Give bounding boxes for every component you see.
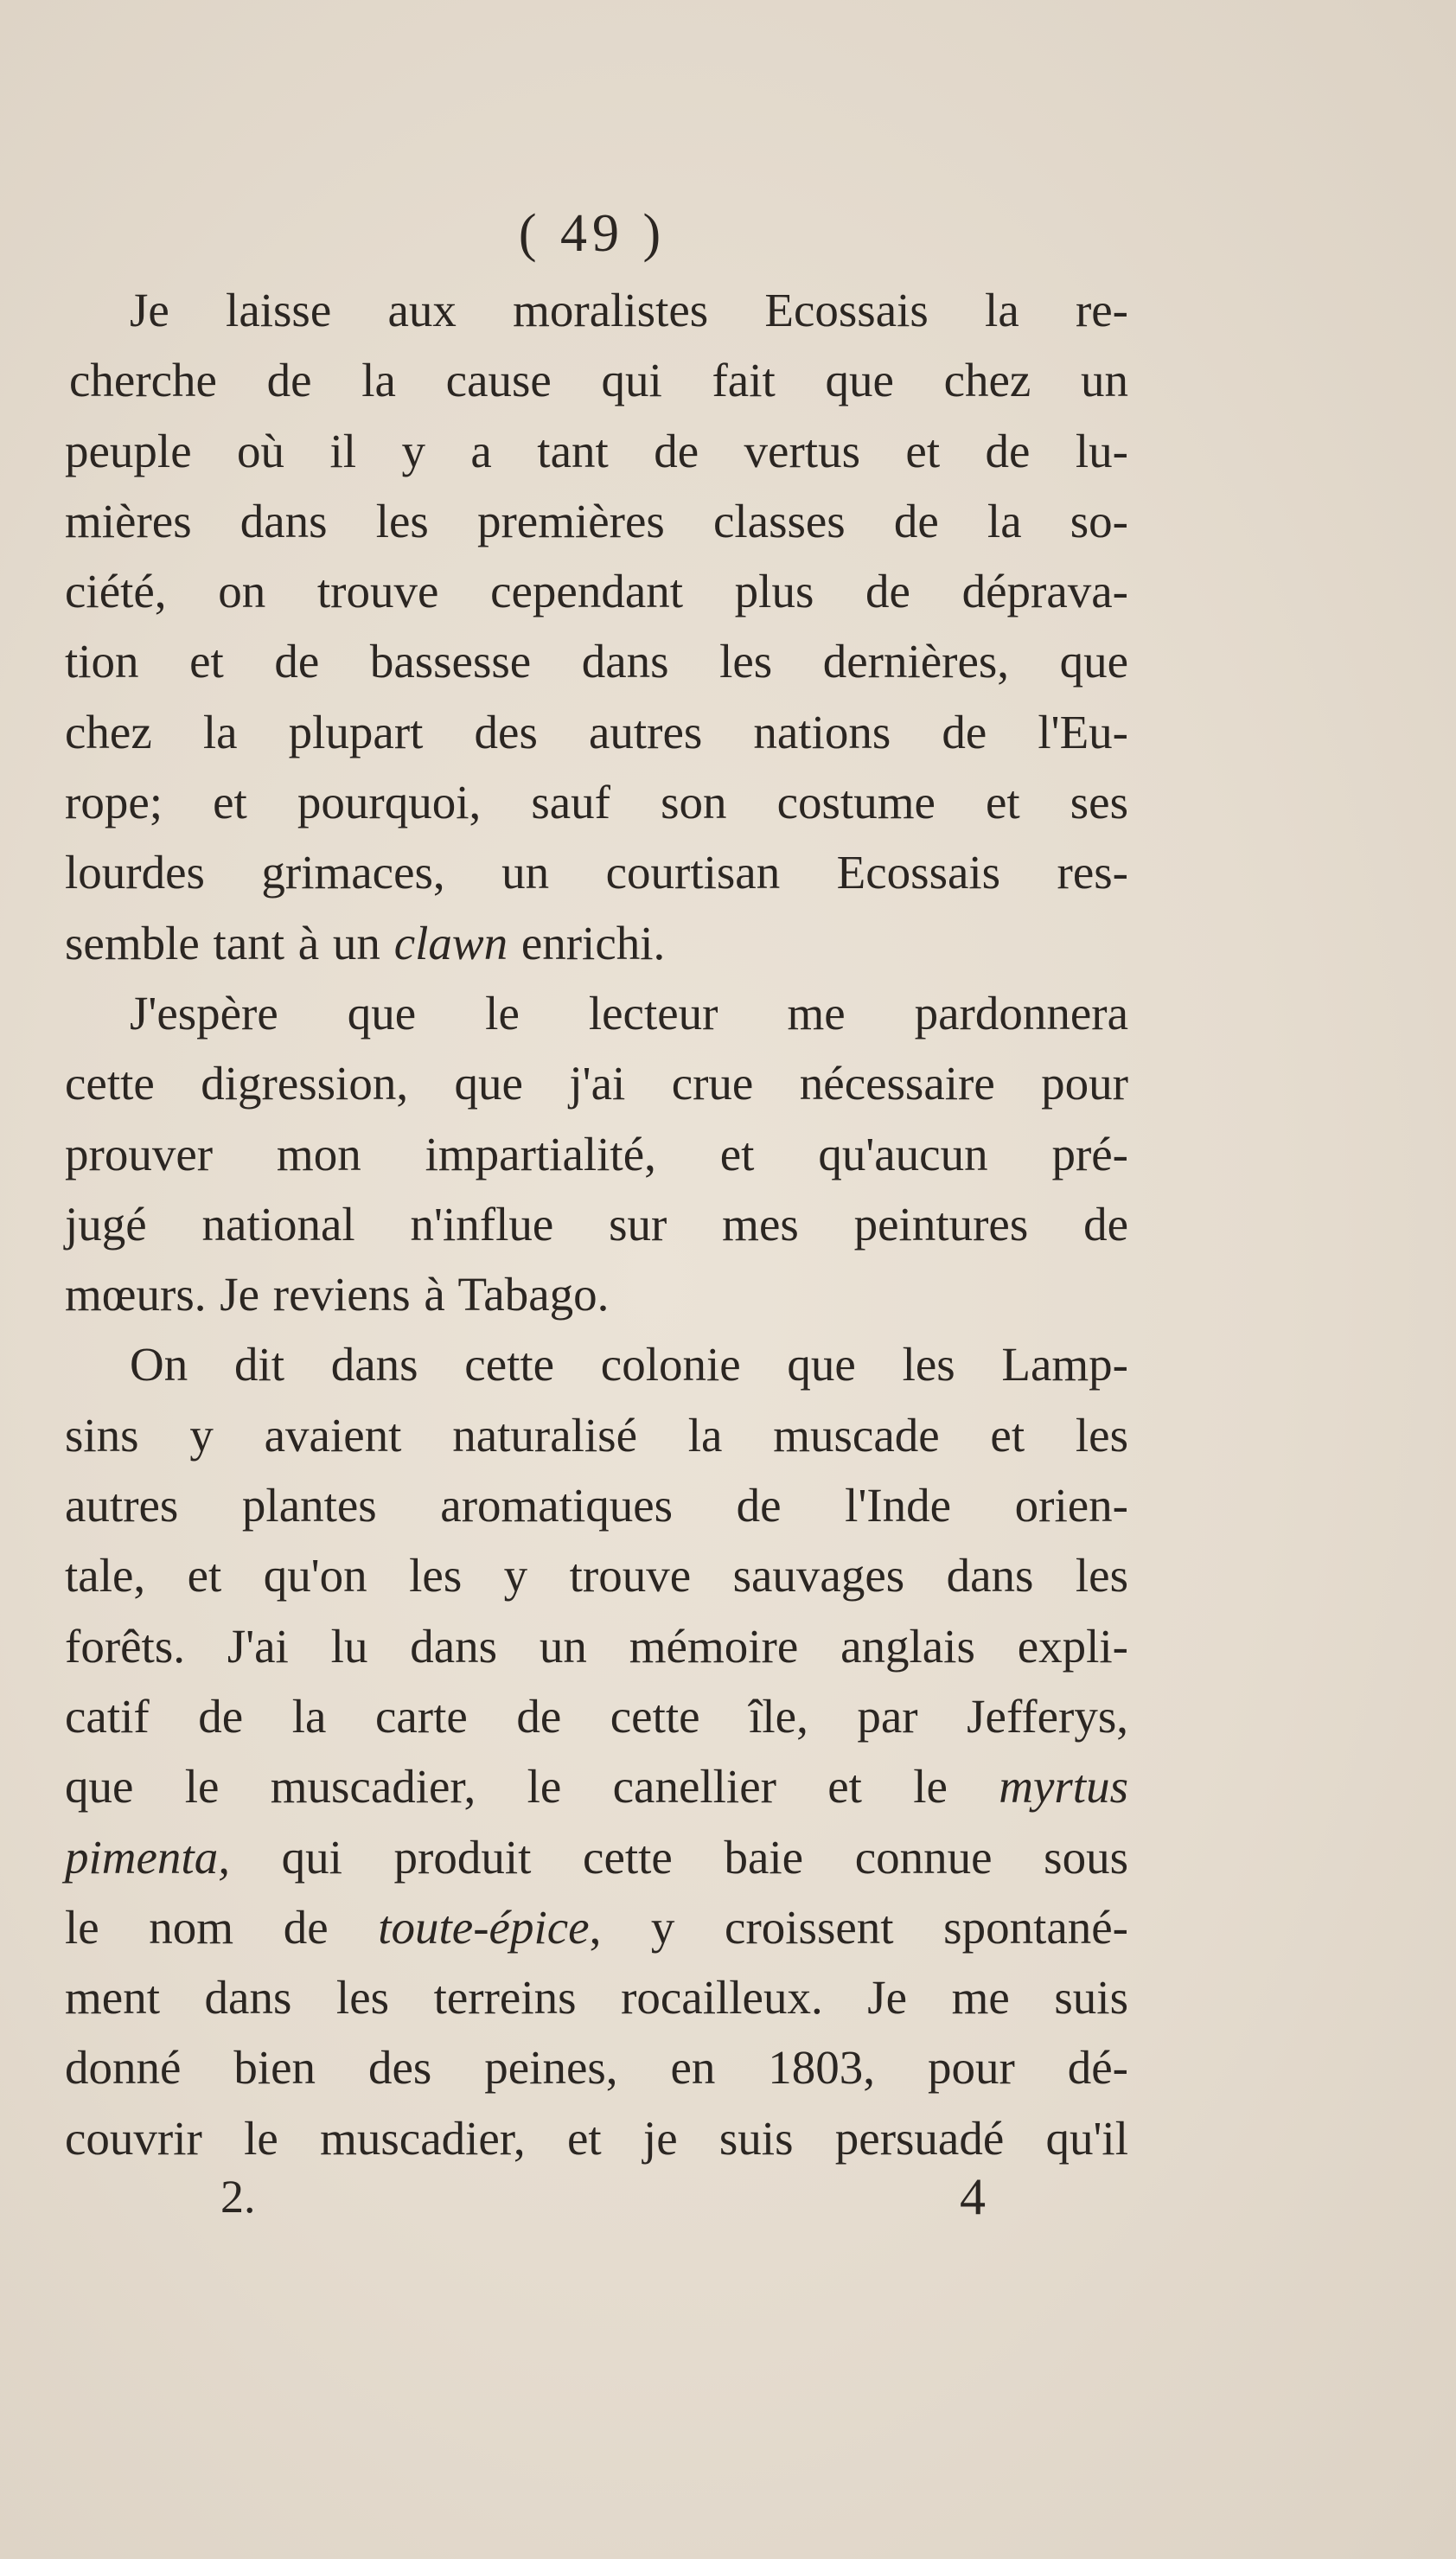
text-line: mœurs. Je reviens à Tabago. bbox=[65, 1268, 610, 1321]
text-line: prouver mon impartialité, et qu'aucun pré- bbox=[65, 1127, 1128, 1180]
text-line: forêts. J'ai lu dans un mémoire anglais expli- bbox=[65, 1619, 1128, 1673]
text-line: mières dans les premières classes de la so- bbox=[65, 494, 1128, 547]
italic-word: toute-épice bbox=[378, 1900, 590, 1954]
text-line: tion et de bassesse dans les dernières, que bbox=[65, 635, 1128, 688]
text-line bbox=[65, 1892, 1128, 1962]
text-line: cherche de la cause qui fait que chez un bbox=[69, 354, 1128, 407]
text-segment: semble tant à un bbox=[65, 916, 394, 969]
text-segment: que le muscadier, le canellier et le bbox=[65, 1760, 999, 1814]
paragraph-1 bbox=[65, 275, 1128, 978]
text-line: sins y avaient naturalisé la muscade et les bbox=[65, 1408, 1128, 1462]
italic-word: clawn bbox=[393, 916, 508, 969]
text-line: peuple où il y a tant de vertus et de lu- bbox=[65, 424, 1128, 477]
text-line: couvrir le muscadier, et je suis persuadé qu'il bbox=[65, 2111, 1128, 2165]
text-line: rope; et pourquoi, sauf son costume et ses bbox=[65, 776, 1128, 829]
paragraph-3 bbox=[65, 1329, 1128, 2173]
text-line: tale, et qu'on les y trouve sauvages dans les bbox=[65, 1549, 1128, 1603]
text-line: cette digression, que j'ai crue nécessaire pour bbox=[65, 1057, 1128, 1110]
text-line bbox=[65, 1822, 1128, 1892]
italic-word: myrtus bbox=[999, 1760, 1128, 1814]
text-line: chez la plupart des autres nations de l'Eu- bbox=[65, 705, 1128, 758]
text-line: J'espère que le lecteur me pardonnera bbox=[130, 986, 1128, 1040]
text-line: On dit dans cette colonie que les Lamp- bbox=[130, 1338, 1128, 1391]
text-line: ment dans les terreins rocailleux. Je me suis bbox=[65, 1971, 1128, 2025]
text-line: donné bien des peines, en 1803, pour dé- bbox=[65, 2041, 1128, 2095]
text-line bbox=[65, 908, 1128, 978]
text-line: jugé national n'influe sur mes peintures de bbox=[65, 1197, 1128, 1251]
paragraph-2 bbox=[65, 978, 1128, 1329]
text-line bbox=[65, 1751, 1128, 1821]
text-line: Je laisse aux moralistes Ecossais la re- bbox=[130, 284, 1128, 336]
body-text bbox=[65, 275, 1128, 2173]
foot-number: 4 bbox=[960, 2168, 986, 2225]
text-segment: enrichi. bbox=[508, 916, 666, 969]
text-line: catif de la carte de cette île, par Jefferys, bbox=[65, 1689, 1128, 1743]
text-segment: , y croissent spontané- bbox=[589, 1900, 1128, 1954]
text-segment: le nom de bbox=[65, 1900, 379, 1954]
text-line: ciété, on trouve cependant plus de déprava- bbox=[65, 565, 1128, 618]
italic-word: pimenta, bbox=[65, 1830, 230, 1884]
text-line: lourdes grimaces, un courtisan Ecossais res- bbox=[65, 846, 1128, 899]
text-line: autres plantes aromatiques de l'Inde orien- bbox=[65, 1479, 1128, 1532]
signature-mark: 2. bbox=[220, 2171, 256, 2223]
page-folio: ( 49 ) bbox=[518, 204, 667, 263]
text-segment: qui produit cette baie connue sous bbox=[229, 1830, 1128, 1884]
